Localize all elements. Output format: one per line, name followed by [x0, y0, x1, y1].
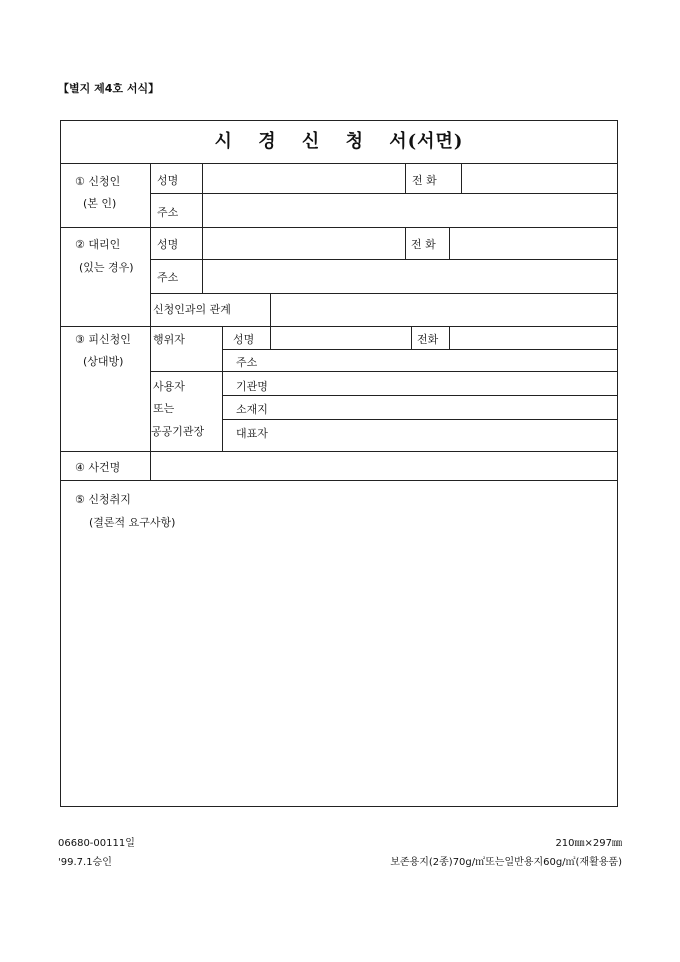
agent-subheading: (있는 경우) — [79, 261, 134, 274]
applicant-subheading: (본 인) — [83, 197, 117, 210]
purpose-field[interactable] — [62, 536, 617, 806]
title-char-4: 청 — [345, 131, 364, 152]
actor-label: 행위자 — [153, 333, 185, 346]
divider — [61, 480, 618, 481]
respondent-heading: ③ 피신청인 — [75, 333, 131, 346]
applicant-address-label: 주소 — [157, 206, 179, 219]
column-line — [411, 326, 412, 349]
actor-name-field[interactable] — [271, 327, 410, 348]
column-line — [222, 326, 223, 451]
org-rep-label: 대표자 — [236, 427, 268, 440]
agent-heading: ② 대리인 — [75, 238, 121, 251]
applicant-name-label: 성명 — [157, 174, 179, 187]
petition-form — [60, 120, 618, 807]
user-label-3: 공공기관장 — [151, 425, 205, 438]
divider — [222, 349, 618, 350]
title-char-2: 경 — [258, 131, 277, 152]
title-char-5: 서(서면) — [389, 131, 464, 152]
user-label-1: 사용자 — [153, 380, 185, 393]
form-code: 06680-00111일 — [58, 838, 135, 849]
purpose-label: ⑤ 신청취지 — [75, 493, 131, 506]
form-number-label: 【별지 제4호 서식】 — [58, 82, 160, 95]
applicant-phone-label: 전 화 — [412, 174, 437, 187]
form-title — [61, 121, 617, 163]
agent-address-label: 주소 — [157, 271, 179, 284]
agent-phone-field[interactable] — [450, 228, 617, 258]
agent-name-label: 성명 — [157, 238, 179, 251]
actor-phone-label: 전화 — [417, 333, 439, 346]
paper-size: 210㎜×297㎜ — [555, 838, 622, 849]
divider — [222, 395, 618, 396]
divider — [150, 371, 618, 372]
actor-address-label: 주소 — [236, 356, 258, 369]
respondent-subheading: (상대방) — [83, 355, 124, 368]
column-line — [405, 163, 406, 193]
case-name-label: ④ 사건명 — [75, 461, 121, 474]
agent-relation-label: 신청인과의 관계 — [153, 303, 231, 316]
applicant-name-field[interactable] — [203, 164, 404, 192]
applicant-phone-field[interactable] — [462, 164, 617, 192]
actor-phone-field[interactable] — [450, 327, 617, 348]
agent-name-field[interactable] — [203, 228, 404, 258]
approval-date: '99.7.1승인 — [58, 857, 112, 868]
title-char-3: 신 — [301, 131, 321, 152]
applicant-address-field[interactable] — [203, 194, 617, 226]
purpose-subheading: (결론적 요구사항) — [89, 516, 176, 529]
title-char-1: 시 — [214, 131, 233, 152]
org-name-label: 기관명 — [236, 380, 268, 393]
user-label-2: 또는 — [153, 402, 175, 415]
org-location-label: 소재지 — [236, 403, 268, 416]
applicant-heading: ① 신청인 — [75, 175, 121, 188]
agent-phone-label: 전 화 — [411, 238, 436, 251]
divider — [222, 419, 618, 420]
agent-address-field[interactable] — [203, 260, 617, 292]
column-line — [405, 227, 406, 259]
paper-spec: 보존용지(2종)70g/㎡또는일반용지60g/㎡(재활용품) — [390, 857, 622, 868]
case-name-field[interactable] — [151, 452, 617, 479]
actor-name-label: 성명 — [233, 333, 255, 346]
agent-relation-field[interactable] — [271, 294, 617, 325]
